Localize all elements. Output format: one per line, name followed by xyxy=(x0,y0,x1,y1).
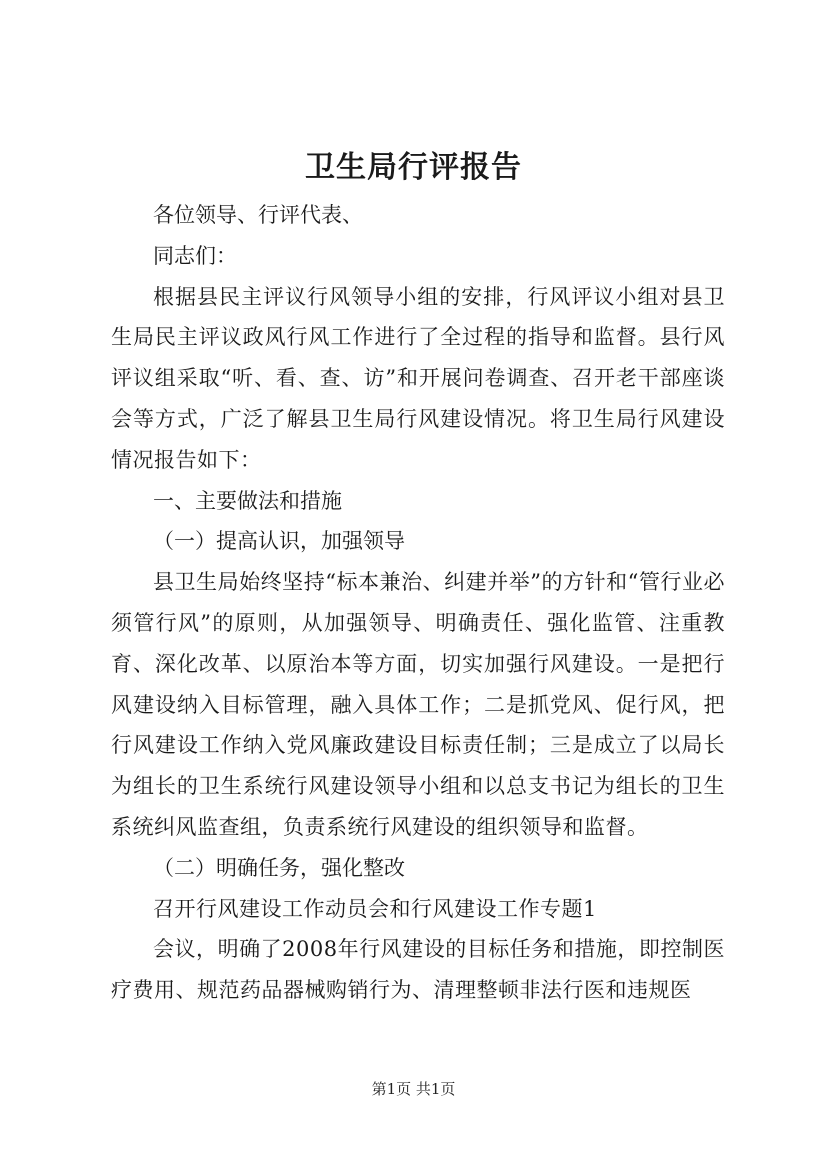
body-paragraph: 会议，明确了2008年行风建设的目标任务和措施，即控制医疗费用、规范药品器械购销行为、清理整顿非法行医和违规医 xyxy=(111,937,725,1003)
subsection-heading: （一）提高认识，加强领导 xyxy=(153,529,405,554)
body-paragraph: 召开行风建设工作动员会和行风建设工作专题1 xyxy=(153,896,597,921)
body-paragraph: 县卫生局始终坚持“标本兼治、纠建并举”的方针和“管行业必须管行风”的原则，从加强领导、明确责任、强化监管、注重教育、深化改革、以原治本等方面，切实加强行风建设。一是把行风建设纳入目标管理，融入具体工作；二是抓党风、促行风，把行风建设工作纳入党风廉政建设目标责任制；三是成立了以局长为组长的卫生系统行风建设领导小组和以总支书记为组长的卫生系统纠风监查组，负责系统行风建设的组织领导和监督。 xyxy=(111,570,725,839)
salutation-paragraph: 同志们： xyxy=(153,243,237,268)
subsection-heading: （二）明确任务，强化整改 xyxy=(153,855,405,880)
page-footer: 第1页 共1页 xyxy=(371,1080,456,1098)
salutation-paragraph: 各位领导、行评代表、 xyxy=(153,203,363,227)
document-title: 卫生局行评报告 xyxy=(305,150,522,185)
section-heading: 一、主要做法和措施 xyxy=(153,488,342,513)
body-paragraph: 根据县民主评议行风领导小组的安排，行风评议小组对县卫生局民主评议政风行风工作进行了全过程的指导和监督。县行风评议组采取“听、看、查、访”和开展问卷调查、召开老干部座谈会等方式，广泛了解县卫生局行风建设情况。将卫生局行风建设情况报告如下： xyxy=(111,284,725,472)
document-body xyxy=(111,195,725,1011)
